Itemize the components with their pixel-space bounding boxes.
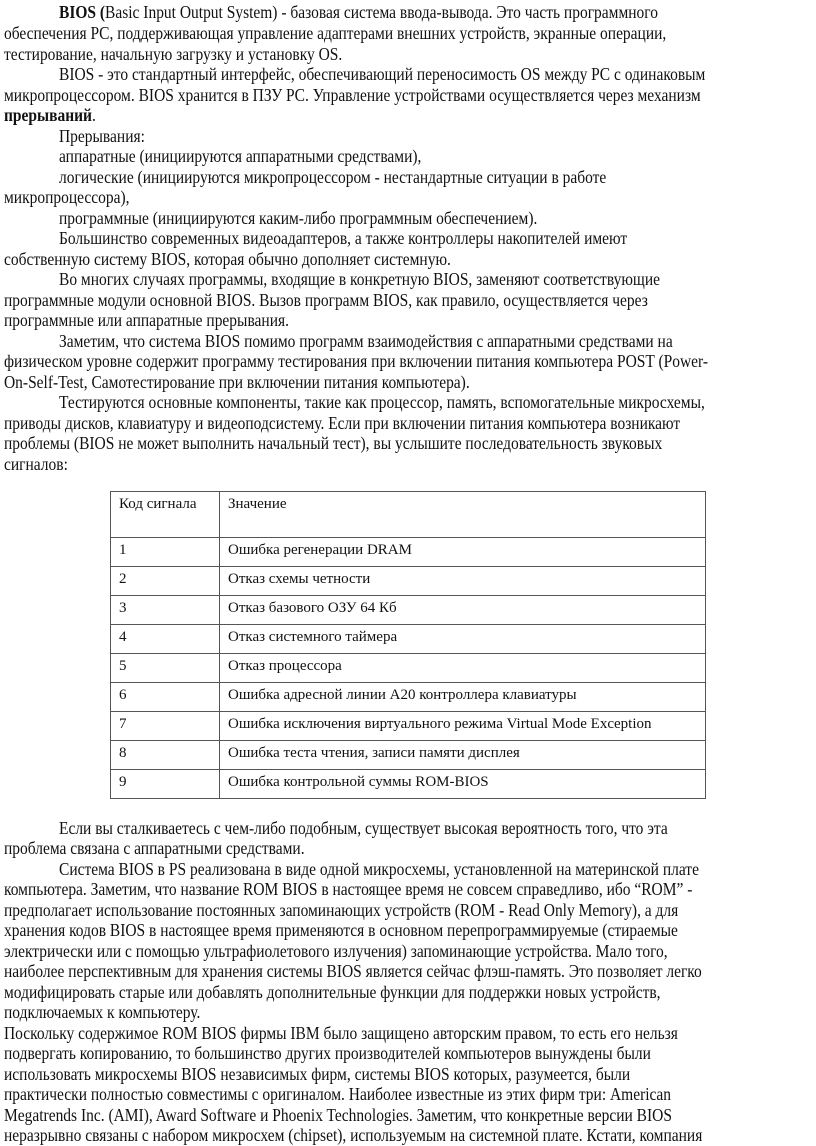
text-line <box>4 838 305 858</box>
code-cell: 8 <box>111 741 220 770</box>
meaning-cell: Отказ процессора <box>220 654 706 683</box>
text-line <box>59 146 421 166</box>
code-cell: 3 <box>111 596 220 625</box>
text-line <box>4 351 708 371</box>
table-row <box>111 538 706 567</box>
text-line <box>4 920 678 940</box>
line-text: проблема связана с аппаратными средствами. <box>4 838 305 858</box>
line-text: сигналов: <box>4 454 68 474</box>
header-code: Код сигнала <box>111 492 220 538</box>
line-text: использовать микросхемы BIOS независимых фирм, системы BIOS которых, разумеется, были <box>4 1064 631 1084</box>
text-line <box>4 1043 651 1063</box>
text-line <box>4 372 470 392</box>
line-text: неразрывно связаны с набором микросхем (chipset), используемым на системной плате. Кстати, компания <box>4 1125 703 1145</box>
meaning-cell: Отказ базового ОЗУ 64 Кб <box>220 596 706 625</box>
line-text: микропроцессора), <box>4 187 130 207</box>
text-line <box>4 1084 671 1104</box>
line-text: проблемы (BIOS не может выполнить начальный тест), вы услышите последовательность звуковых <box>4 433 663 453</box>
text-line <box>4 413 680 433</box>
line-text: физическом уровне содержит программу тестирования при включении питания компьютера POST (Power- <box>4 351 709 371</box>
table-row <box>111 683 706 712</box>
text-line <box>4 85 701 105</box>
text-line <box>4 290 648 310</box>
text-line <box>4 454 68 474</box>
text-line <box>4 433 662 453</box>
line-text: приводы дисков, клавиатуру и видеоподсистему. Если при включении питания компьютера возникают <box>4 413 681 433</box>
meaning-cell: Ошибка регенерации DRAM <box>220 538 706 567</box>
text-line <box>4 44 342 64</box>
text-line <box>4 900 678 920</box>
text-line <box>4 310 289 330</box>
text-line <box>59 208 537 228</box>
line-text: Заметим, что система BIOS помимо программ взаимодействия с аппаратными средствами на <box>59 331 673 351</box>
line-text: Тестируются основные компоненты, такие как процессор, память, вспомогательные микросхемы, <box>59 392 705 412</box>
table-row <box>111 712 706 741</box>
line-text: собственную систему BIOS, которая обычно дополняет системную. <box>4 249 451 269</box>
text-line <box>59 859 699 879</box>
meaning-cell: Ошибка адресной линии A20 контроллера клавиатуры <box>220 683 706 712</box>
code-cell: 9 <box>111 770 220 799</box>
line-text: программные модули основной BIOS. Вызов программ BIOS, как правило, осуществляется через <box>4 290 648 310</box>
line-text: компьютера. Заметим, что название ROM BIOS в настоящее время не совсем справедливо, ибо “ROM” - <box>4 879 693 899</box>
line-text: Система BIOS в PS реализована в виде одной микросхемы, установленной на материнской плате <box>59 859 699 879</box>
line-text: модифицировать старые или добавлять дополнительные функции для поддержки новых устройств, <box>4 982 661 1002</box>
line-text: Поскольку содержимое ROM BIOS фирмы IBM было защищено авторским правом, то есть его нельзя <box>4 1023 678 1043</box>
text-line <box>4 941 668 961</box>
bold-term: BIOS ( <box>59 2 106 22</box>
line-text: Megatrends Inc. (AMI), Award Software и Phoenix Technologies. Заметим, что конкретные версии BIOS <box>4 1105 672 1125</box>
table-row <box>111 596 706 625</box>
text-line <box>59 126 145 146</box>
code-cell: 5 <box>111 654 220 683</box>
table-row <box>111 654 706 683</box>
text-line <box>4 961 702 981</box>
line-text: подвергать копированию, то большинство других производителей компьютеров вынуждены были <box>4 1043 651 1063</box>
line-text: Прерывания: <box>59 126 145 146</box>
bold-term: прерываний <box>4 105 92 125</box>
text-line <box>59 2 658 22</box>
text-line <box>4 879 692 899</box>
line-text: предполагает использование постоянных запоминающих устройств (ROM - Read Only Memory), а для <box>4 900 679 920</box>
table-row <box>111 741 706 770</box>
meaning-cell: Ошибка теста чтения, записи памяти дисплея <box>220 741 706 770</box>
code-cell: 2 <box>111 567 220 596</box>
text-line <box>4 982 661 1002</box>
line-text: Basic Input Output System) - базовая система ввода-вывода. Это часть программного <box>105 2 658 22</box>
line-text: Большинство современных видеоадаптеров, а также контроллеры накопителей имеют <box>59 228 628 248</box>
meaning-cell: Отказ системного таймера <box>220 625 706 654</box>
code-cell: 4 <box>111 625 220 654</box>
text-line <box>4 1105 672 1125</box>
line-text: программные или аппаратные прерывания. <box>4 310 289 330</box>
line-text: Если вы сталкиваетесь с чем-либо подобным, существует высокая вероятность того, что эта <box>59 818 668 838</box>
meaning-cell: Ошибка исключения виртуального режима Virtual Mode Exception <box>220 712 706 741</box>
code-cell: 7 <box>111 712 220 741</box>
line-text: практически полностью совместимы с оригиналом. Наиболее известные из этих фирм три: American <box>4 1084 672 1104</box>
text-line <box>4 1064 630 1084</box>
code-cell: 6 <box>111 683 220 712</box>
text-line <box>59 331 673 351</box>
text-line <box>4 1002 200 1022</box>
line-text: логические (инициируются микропроцессором - нестандартные ситуации в работе <box>59 167 607 187</box>
line-text: Во многих случаях программы, входящие в конкретную BIOS, заменяют соответствующие <box>59 269 660 289</box>
text-line <box>59 392 705 412</box>
meaning-cell: Ошибка контрольной суммы ROM-BIOS <box>220 770 706 799</box>
line-text: микропроцессором. BIOS хранится в ПЗУ PC. Управление устройствами осуществляется через механизм <box>4 85 701 105</box>
table-row <box>111 770 706 799</box>
line-text: наиболее перспективным для хранения системы BIOS является сейчас флэш-память. Это позволяет легко <box>4 961 702 981</box>
line-text: электрически или с помощью ультрафиолетового излучения) запоминающие устройства. Мало того, <box>4 941 668 961</box>
beep-codes-table <box>110 491 706 799</box>
text-line <box>59 818 668 838</box>
table-row <box>111 567 706 596</box>
meaning-cell: Отказ схемы четности <box>220 567 706 596</box>
header-meaning: Значение <box>220 492 706 538</box>
text-line <box>59 269 660 289</box>
line-text: подключаемых к компьютеру. <box>4 1002 201 1022</box>
line-text: On-Self-Test, Самотестирование при включении питания компьютера). <box>4 372 470 392</box>
line-text: программные (инициируются каким-либо программным обеспечением). <box>59 208 538 228</box>
line-text: хранения кодов BIOS в настоящее время применяются в основном перепрограммируемые (стираемые <box>4 920 678 940</box>
text-line <box>4 1023 678 1043</box>
text-line <box>59 228 627 248</box>
line-text: тестирование, начальную загрузку и установку OS. <box>4 44 343 64</box>
text-line <box>4 187 130 207</box>
text-line <box>59 64 705 84</box>
line-text: . <box>91 105 96 125</box>
text-line <box>4 1125 702 1145</box>
line-text: BIOS - это стандартный интерфейс, обеспечивающий переносимость OS между PC с одинаковым <box>59 64 706 84</box>
text-line <box>4 23 666 43</box>
table-header-row <box>111 492 706 538</box>
code-cell: 1 <box>111 538 220 567</box>
line-text: аппаратные (инициируются аппаратными средствами), <box>59 146 422 166</box>
line-text: обеспечения PC, поддерживающая управление адаптерами внешних устройств, экранные операции, <box>4 23 667 43</box>
text-line <box>59 167 606 187</box>
text-line <box>4 105 96 125</box>
text-line <box>4 249 451 269</box>
table-row <box>111 625 706 654</box>
